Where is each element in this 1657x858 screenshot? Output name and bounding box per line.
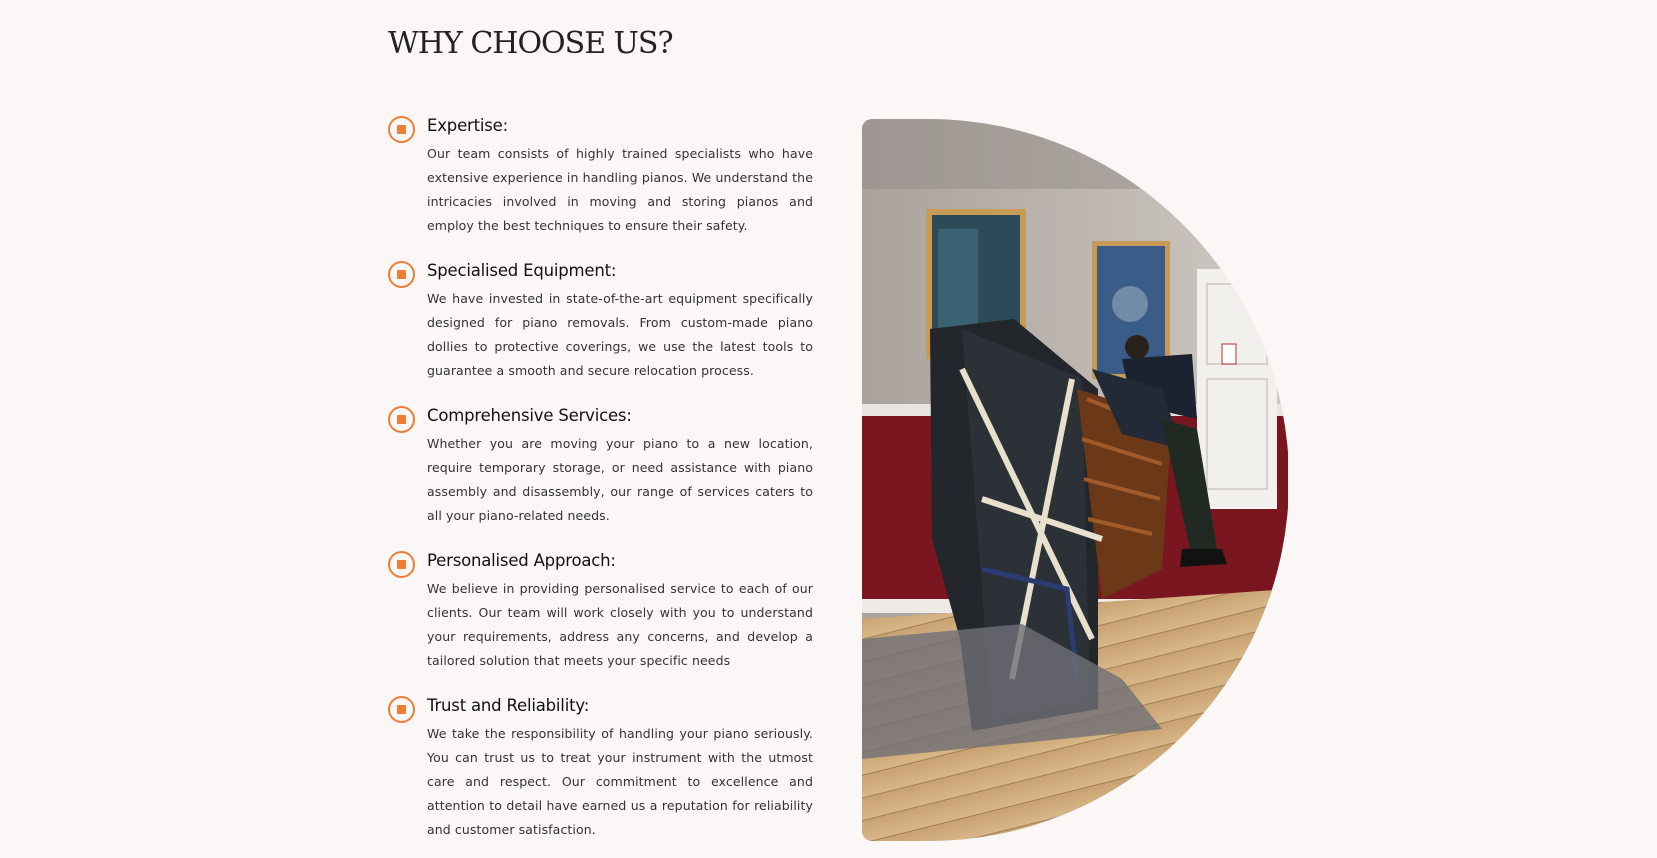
photo-illustration: [862, 119, 1288, 841]
feature-description: We believe in providing personalised service to each of our clients. Our team will work closely with you to understand your requirements, address any concerns, and develop a tailored solution that meets your specific needs: [427, 581, 813, 668]
feature-title: Personalised Approach:: [427, 551, 616, 570]
feature-item-personalised-approach: [388, 549, 813, 694]
bullet-circle-icon: [388, 406, 415, 433]
section-title: WHY CHOOSE US?: [388, 26, 673, 61]
door: [1197, 269, 1277, 509]
feature-title: Trust and Reliability:: [427, 696, 590, 715]
feature-title: Specialised Equipment:: [427, 261, 617, 280]
bullet-circle-icon: [388, 696, 415, 723]
feature-item-specialised-equipment: [388, 259, 813, 404]
feature-description: Our team consists of highly trained specialists who have extensive experience in handling pianos. We understand the intricacies involved in moving and storing pianos and employ the best techniques to ensure their safety.: [427, 146, 813, 233]
bullet-circle-icon: [388, 261, 415, 288]
bullet-circle-icon: [388, 551, 415, 578]
feature-list: [388, 114, 813, 839]
piano-moving-photo: [862, 119, 1288, 841]
feature-item-comprehensive-services: [388, 404, 813, 549]
bullet-circle-icon: [388, 116, 415, 143]
feature-description: We take the responsibility of handling your piano seriously. You can trust us to treat your instrument with the utmost care and respect. Our commitment to excellence and attention to detail have earned us a reputation for reliability and customer satisfaction.: [427, 726, 813, 837]
feature-item-expertise: [388, 114, 813, 259]
feature-description: We have invested in state-of-the-art equipment specifically designed for piano removals. From custom-made piano dollies to protective coverings, we use the latest tools to guarantee a smooth and secure relocation process.: [427, 291, 813, 378]
feature-title: Expertise:: [427, 116, 508, 135]
feature-title: Comprehensive Services:: [427, 406, 632, 425]
feature-description: Whether you are moving your piano to a new location, require temporary storage, or need assistance with piano assembly and disassembly, our range of services caters to all your piano-related needs.: [427, 436, 813, 523]
feature-item-trust-reliability: [388, 694, 813, 839]
